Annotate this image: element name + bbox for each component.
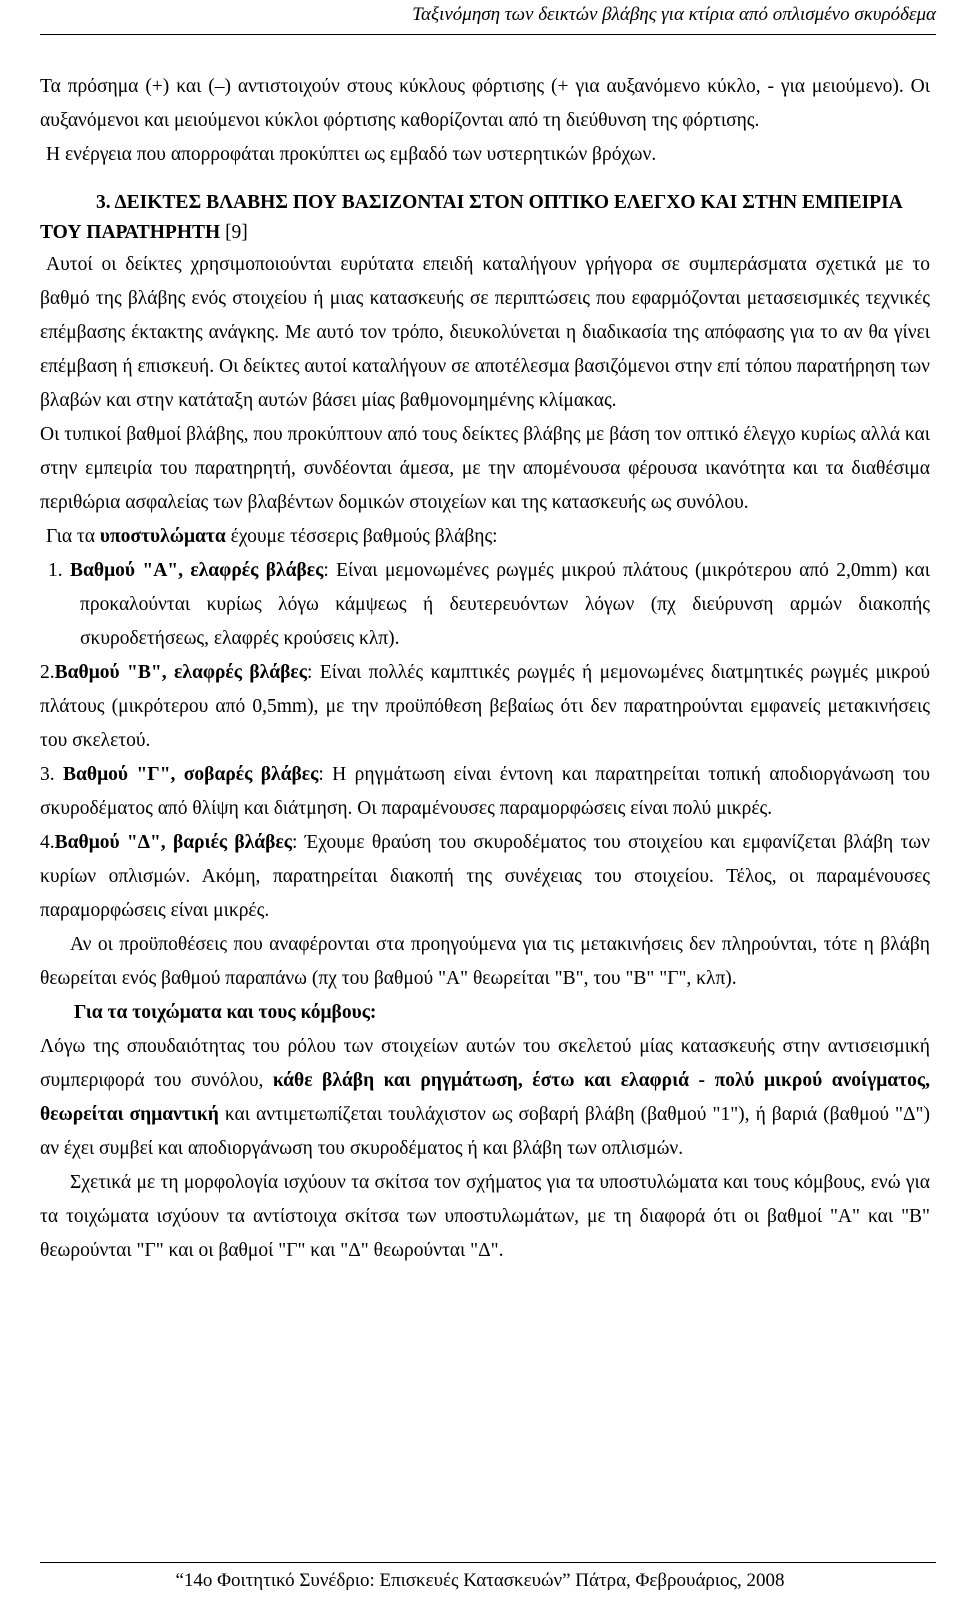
walls-paragraph-bold: κάθε βλάβη και ρηγμάτωση, έστω και ελαφριά - πολύ μικρού ανοίγματος, θεωρείται σημαντική bbox=[40, 1070, 930, 1125]
damage-grade-item-3 bbox=[40, 758, 930, 826]
damage-grade-number: 3. bbox=[40, 764, 55, 785]
columns-intro-post: έχουμε τέσσερις βαθμούς βλάβης: bbox=[225, 526, 498, 547]
section-paragraph-4 bbox=[40, 1030, 930, 1166]
damage-grade-description: : Έχουμε θραύση του σκυροδέματος του στοιχείου και εμφανίζεται βλάβη των κυρίων οπλισμών. Ακόμη, παρατηρείται διακοπή της συνέχειας του στοιχείου. Τέλος, οι παραμένουσες παραμορφώσεις είναι μικρές. bbox=[40, 832, 930, 921]
header-divider bbox=[40, 34, 936, 35]
damage-grade-number: 2. bbox=[40, 662, 55, 683]
page-content bbox=[40, 70, 930, 1268]
footer-divider bbox=[40, 1562, 936, 1563]
damage-grade-title: Βαθμού "Α", ελαφρές βλάβες bbox=[70, 560, 324, 581]
damage-grade-title: Βαθμού "Γ", σοβαρές βλάβες bbox=[63, 764, 319, 785]
intro-paragraph-signs: Τα πρόσημα (+) και (–) αντιστοιχούν στους κύκλους φόρτισης (+ για αυξανόμενο κύκλο, - για μειούμενο). Οι αυξανόμενοι και μειούμενοι κύκλοι φόρτισης καθορίζονται από τη διεύθυνση της φόρτισης. bbox=[40, 76, 930, 131]
walls-paragraph-post: και αντιμετωπίζεται τουλάχιστον ως σοβαρή βλάβη (βαθμού "1"), ή βαριά (βαθμού "Δ") αν έχει συμβεί και αποδιοργάνωση του σκυροδέματος ή και βλάβη των οπλισμών. bbox=[40, 1104, 930, 1159]
section-paragraph-3: Αν οι προϋποθέσεις που αναφέρονται στα προηγούμενα για τις μετακινήσεις δεν πληρούνται, τότε η βλάβη θεωρείται ενός βαθμού παραπάνω (πχ του βαθμού "Α" θεωρείται "Β", του "Β" "Γ", κλπ). bbox=[40, 934, 930, 989]
damage-grade-number: 1. bbox=[48, 560, 63, 581]
section-paragraph-2: Οι τυπικοί βαθμοί βλάβης, που προκύπτουν από τους δείκτες βλάβης με βάση τον οπτικό έλεγχο κυρίως αλλά και στην εμπειρία του παρατηρητή, συνδέονται άμεσα, με την απομένουσα φέρουσα ικανότητα και τα διαθέσιμα περιθώρια ασφαλείας των βλαβέντων δομικών στοιχείων και της κατασκευής ως συνόλου. bbox=[40, 424, 930, 513]
columns-intro-pre: Για τα bbox=[46, 526, 100, 547]
section-reference: [9] bbox=[225, 222, 248, 243]
damage-grade-title: Βαθμού "Δ", βαριές βλάβες bbox=[54, 832, 293, 853]
walls-subheading: Για τα τοιχώματα και τους κόμβους: bbox=[74, 1002, 377, 1023]
walls-paragraph-pre: Λόγω της σπουδαιότητας του ρόλου των στοιχείων αυτών του σκελετού μίας κατασκευής στην αντισεισμική συμπεριφορά του συνόλου, bbox=[40, 1036, 930, 1091]
damage-grade-title: Βαθμού "Β", ελαφρές βλάβες bbox=[54, 662, 307, 683]
section-paragraph-1: Αυτοί οι δείκτες χρησιμοποιούνται ευρύτατα επειδή καταλήγουν γρήγορα σε συμπεράσματα σχετικά με το βαθμό της βλάβης ενός στοιχείου ή μιας κατασκευής σε περιπτώσεις που εφαρμόζονται μετασεισμικές τεχνικές επέμβασης έκτακτης ανάγκης. Με αυτό τον τρόπο, διευκολύνεται η διαδικασία της απόφασης για το αν θα γίνει επέμβαση ή επισκευή. Οι δείκτες αυτοί καταλήγουν σε αποτέλεσμα βασιζόμενοι στην επί τόπου παρατήρηση των βλαβών και στην κατάταξη αυτών βάσει μίας βαθμονομημένης κλίμακας. bbox=[40, 254, 930, 411]
damage-grade-item-4 bbox=[40, 826, 930, 928]
section-title: ΔΕΙΚΤΕΣ ΒΛΑΒΗΣ ΠΟΥ ΒΑΣΙΖΟΝΤΑΙ ΣΤΟΝ ΟΠΤΙΚΟ ΕΛΕΓΧΟ ΚΑΙ ΣΤΗΝ ΕΜΠΕΙΡΙΑ ΤΟΥ ΠΑΡΑΤΗΡΗΤΗ bbox=[40, 192, 902, 243]
section-paragraph-5: Σχετικά με τη μορφολογία ισχύουν τα σκίτσα τον σχήματος για τα υποστυλώματα και τους κόμβους, ενώ για τα τοιχώματα ισχύουν τα αντίστοιχα σκίτσα των υποστυλωμάτων, με τη διαφορά ότι οι βαθμοί "Α" και "Β" θεωρούνται "Γ" και οι βαθμοί "Γ" και "Δ" θεωρούνται "Δ". bbox=[40, 1172, 930, 1261]
damage-grade-description: : Είναι μεμονωμένες ρωγμές μικρού πλάτους (μικρότερου από 2,0mm) και προκαλούνται κυρίως λόγω κάμψεως ή δευτερευόντων λόγων (πχ διεύρυνση αρμών διακοπής σκυροδετήσεως, ελαφρές κρούσεις κλπ). bbox=[80, 560, 931, 649]
damage-grade-number: 4. bbox=[40, 832, 55, 853]
running-header: Ταξινόμηση των δεικτών βλάβης για κτίρια από οπλισμένο σκυρόδεμα bbox=[412, 4, 936, 25]
section-heading bbox=[40, 188, 930, 248]
running-footer: “14ο Φοιτητικό Συνέδριο: Επισκευές Κατασκευών” Πάτρα, Φεβρουάριος, 2008 bbox=[175, 1570, 785, 1591]
intro-paragraph-energy: Η ενέργεια που απορροφάται προκύπτει ως εμβαδό των υστερητικών βρόχων. bbox=[46, 144, 657, 165]
columns-intro-bold: υποστυλώματα bbox=[99, 526, 226, 547]
damage-grade-description: : Είναι πολλές καμπτικές ρωγμές ή μεμονωμένες διατμητικές ρωγμές μικρού πλάτους (μικρότερου από 0,5mm), με την προϋπόθεση βεβαίως ότι δεν παρατηρούνται εμφανείς μετακινήσεις του σκελετού. bbox=[40, 662, 930, 751]
damage-grade-item-1 bbox=[40, 554, 930, 656]
damage-grade-item-2 bbox=[40, 656, 930, 758]
section-number: 3. bbox=[96, 192, 111, 213]
columns-intro bbox=[40, 520, 930, 554]
damage-grade-description: : Η ρηγμάτωση είναι έντονη και παρατηρείται τοπική αποδιοργάνωση του σκυροδέματος από θλίψη και διάτμηση. Οι παραμένουσες παραμορφώσεις είναι πολύ μικρές. bbox=[40, 764, 930, 819]
